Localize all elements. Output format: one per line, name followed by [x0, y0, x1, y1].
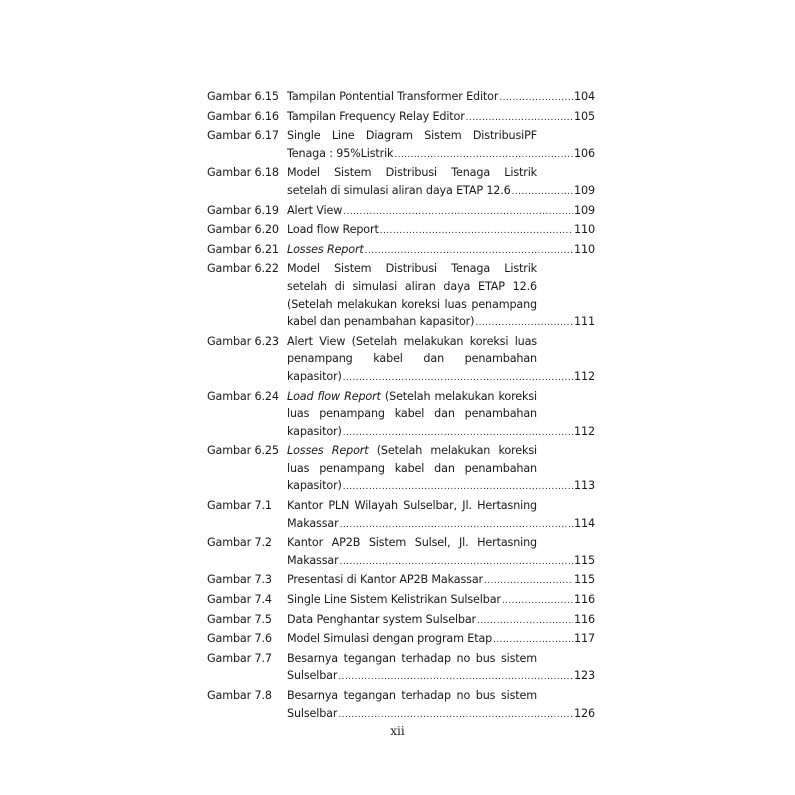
- caption-last-line: [287, 477, 595, 497]
- caption-line: luas penampang kabel dan penambahan: [287, 461, 537, 475]
- figure-label: Gambar 7.2: [207, 536, 272, 550]
- dot-leader: [493, 632, 573, 650]
- figure-caption: [287, 260, 595, 332]
- caption-last-line: [287, 667, 595, 687]
- caption-line: penampang kabel dan penambahan: [287, 352, 537, 366]
- caption-text: (Setelah melakukan koreksi: [380, 389, 537, 403]
- caption-text: [287, 241, 364, 259]
- figure-caption: [287, 221, 595, 241]
- figure-label: Gambar 6.24: [207, 389, 279, 403]
- figure-label: Gambar 7.8: [207, 689, 272, 702]
- caption-text: [287, 630, 492, 648]
- list-of-figures: [207, 88, 595, 724]
- caption-text-segment: Model Simulasi dengan program Etap: [287, 632, 493, 646]
- caption-italic: Losses Report: [287, 444, 369, 458]
- figure-entry[interactable]: [207, 571, 595, 591]
- figure-caption: [287, 534, 595, 571]
- dot-leader: [466, 110, 573, 128]
- page-ref[interactable]: 110: [573, 242, 595, 256]
- dot-leader: [394, 147, 573, 165]
- figure-label: Gambar 6.18: [207, 166, 279, 180]
- caption-line: Single Line Diagram Sistem DistribusiPF: [287, 129, 537, 143]
- caption-italic: Losses Report: [287, 242, 364, 256]
- caption-last-line: [287, 552, 595, 572]
- page-ref[interactable]: 109: [573, 183, 595, 197]
- dot-leader: [338, 669, 573, 687]
- caption-text: [287, 368, 342, 386]
- caption-last-line: [287, 705, 595, 725]
- dot-leader: [499, 90, 573, 108]
- caption-line: luas penampang kabel dan penambahan: [287, 407, 537, 421]
- page-ref[interactable]: 105: [573, 109, 595, 123]
- figure-caption: [287, 164, 595, 201]
- figure-label: Gambar 6.19: [207, 203, 279, 217]
- figure-entry[interactable]: [207, 333, 595, 388]
- caption-text: [287, 591, 501, 609]
- caption-text-segment: Tenaga : 95%Listrik: [287, 146, 394, 160]
- figure-entry[interactable]: [207, 221, 595, 241]
- page-ref[interactable]: 113: [573, 479, 595, 493]
- page-ref[interactable]: 115: [573, 553, 595, 567]
- caption-text-segment: Presentasi di Kantor AP2B Makassar: [287, 573, 483, 587]
- caption-last-line: [287, 630, 595, 650]
- figure-caption: [287, 108, 595, 128]
- caption-text-segment: Alert View: [287, 203, 343, 217]
- caption-text: [287, 515, 339, 533]
- page-ref[interactable]: 110: [573, 223, 595, 237]
- caption-text: [287, 88, 498, 106]
- page-ref[interactable]: 106: [573, 146, 595, 160]
- caption-last-line: [287, 611, 595, 631]
- page-ref[interactable]: 112: [573, 424, 595, 438]
- figure-label: Gambar 6.23: [207, 334, 279, 348]
- figure-entry[interactable]: [207, 388, 595, 443]
- figure-entry[interactable]: [207, 497, 595, 534]
- caption-text-segment: kapasitor): [287, 424, 342, 438]
- figure-caption: [287, 241, 595, 261]
- caption-text-segment: Load flow Report: [287, 223, 379, 237]
- figure-entry[interactable]: [207, 108, 595, 128]
- caption-line: Kantor PLN Wilayah Sulselbar, Jl. Hertasning: [287, 499, 537, 513]
- caption-text: [287, 145, 393, 163]
- figure-caption: [287, 442, 595, 497]
- dot-leader: [502, 593, 573, 611]
- figure-entry[interactable]: [207, 650, 595, 687]
- caption-line: Model Sistem Distribusi Tenaga Listrik: [287, 166, 537, 180]
- caption-text: [287, 423, 342, 441]
- dot-leader: [365, 243, 573, 261]
- page-ref[interactable]: 116: [573, 593, 595, 607]
- figure-entry[interactable]: [207, 630, 595, 650]
- caption-text-segment: Single Line Sistem Kelistrikan Sulselbar: [287, 593, 501, 607]
- page-ref[interactable]: 123: [573, 669, 595, 683]
- caption-text-segment: kapasitor): [287, 479, 342, 493]
- caption-text-segment: Sulselbar: [287, 706, 338, 720]
- caption-last-line: [287, 221, 595, 241]
- caption-last-line: [287, 202, 595, 222]
- figure-label: Gambar 7.6: [207, 632, 272, 646]
- caption-text: [287, 571, 483, 589]
- page-ref[interactable]: 115: [573, 573, 595, 587]
- page-ref[interactable]: 126: [573, 706, 595, 720]
- figure-caption: [287, 687, 595, 724]
- caption-text-segment: Tampilan Pontential Transformer Editor: [287, 90, 499, 103]
- page-ref[interactable]: 111: [573, 315, 595, 329]
- caption-text: [287, 202, 342, 220]
- dot-leader: [343, 370, 573, 388]
- dot-leader: [343, 479, 573, 497]
- figure-label: Gambar 6.15: [207, 90, 279, 103]
- dot-leader: [338, 707, 573, 725]
- caption-text: [287, 221, 379, 239]
- caption-line: [287, 388, 537, 406]
- dot-leader: [340, 517, 573, 535]
- caption-last-line: [287, 88, 595, 108]
- figure-label: Gambar 6.21: [207, 242, 279, 256]
- caption-last-line: [287, 145, 595, 165]
- caption-text: [287, 611, 476, 629]
- caption-text-segment: Data Penghantar system Sulselbar: [287, 612, 477, 626]
- figure-label: Gambar 6.17: [207, 129, 279, 143]
- caption-text-segment: Tampilan Frequency Relay Editor: [287, 109, 465, 123]
- dot-leader: [343, 204, 573, 222]
- figure-caption: [287, 88, 595, 108]
- dot-leader: [340, 554, 573, 572]
- caption-text: [287, 667, 337, 685]
- caption-text: [287, 705, 337, 723]
- figure-label: Gambar 6.16: [207, 109, 279, 123]
- caption-last-line: [287, 368, 595, 388]
- caption-last-line: [287, 182, 595, 202]
- caption-italic: Load flow Report: [287, 389, 381, 403]
- caption-text: [287, 182, 511, 200]
- page-ref[interactable]: 104: [573, 90, 595, 103]
- caption-last-line: [287, 108, 595, 128]
- caption-line: Besarnya tegangan terhadap no bus sistem: [287, 651, 537, 665]
- caption-line: Kantor AP2B Sistem Sulsel, Jl. Hertasning: [287, 536, 537, 550]
- caption-last-line: [287, 313, 595, 333]
- caption-text: [287, 477, 342, 495]
- caption-last-line: [287, 515, 595, 535]
- caption-text: [287, 108, 465, 126]
- dot-leader: [484, 573, 573, 591]
- figure-caption: [287, 333, 595, 388]
- figure-label: Gambar 7.7: [207, 651, 272, 665]
- caption-line: Model Sistem Distribusi Tenaga Listrik: [287, 262, 537, 276]
- caption-line: (Setelah melakukan koreksi luas penampang: [287, 297, 537, 311]
- dot-leader: [380, 223, 573, 241]
- caption-text-segment: Makassar: [287, 553, 339, 567]
- figure-caption: [287, 611, 595, 631]
- dot-leader: [477, 613, 573, 631]
- caption-last-line: [287, 423, 595, 443]
- figure-label: Gambar 6.25: [207, 444, 279, 458]
- figure-caption: [287, 630, 595, 650]
- figure-entry[interactable]: [207, 687, 595, 724]
- figure-entry[interactable]: [207, 591, 595, 611]
- caption-text-segment: kabel dan penambahan kapasitor): [287, 315, 475, 329]
- dot-leader: [512, 184, 573, 202]
- figure-caption: [287, 127, 595, 164]
- figure-entry[interactable]: [207, 260, 595, 332]
- figure-entry[interactable]: [207, 127, 595, 164]
- page-ref[interactable]: 114: [573, 516, 595, 530]
- figure-caption: [287, 571, 595, 591]
- page-ref[interactable]: 116: [573, 612, 595, 626]
- figure-entry[interactable]: [207, 442, 595, 497]
- caption-text-segment: setelah di simulasi aliran daya ETAP 12.6: [287, 183, 511, 197]
- figure-label: Gambar 7.4: [207, 593, 272, 607]
- caption-last-line: [287, 571, 595, 591]
- caption-text-segment: Makassar: [287, 516, 339, 530]
- figure-entry[interactable]: [207, 202, 595, 222]
- caption-last-line: [287, 241, 595, 261]
- caption-line: [287, 442, 537, 460]
- page-ref[interactable]: 112: [573, 369, 595, 383]
- figure-label: Gambar 6.22: [207, 262, 279, 276]
- figure-caption: [287, 388, 595, 443]
- figure-caption: [287, 497, 595, 534]
- figure-entry[interactable]: [207, 88, 595, 108]
- figure-label: Gambar 7.3: [207, 573, 272, 587]
- caption-line: setelah di simulasi aliran daya ETAP 12.6: [287, 279, 537, 293]
- caption-text: [287, 313, 474, 331]
- caption-text: (Setelah melakukan koreksi: [368, 444, 537, 458]
- figure-entry[interactable]: [207, 241, 595, 261]
- page-ref[interactable]: 109: [573, 203, 595, 217]
- page-number: xii: [390, 724, 405, 738]
- figure-caption: [287, 650, 595, 687]
- caption-text-segment: kapasitor): [287, 369, 342, 383]
- figure-entry[interactable]: [207, 164, 595, 201]
- dot-leader: [343, 425, 573, 443]
- caption-line: Besarnya tegangan terhadap no bus sistem: [287, 689, 537, 702]
- figure-caption: [287, 202, 595, 222]
- caption-text-segment: Sulselbar: [287, 669, 338, 683]
- page-ref[interactable]: 117: [573, 632, 595, 646]
- dot-leader: [475, 315, 573, 333]
- figure-entry[interactable]: [207, 611, 595, 631]
- figure-caption: [287, 591, 595, 611]
- figure-label: Gambar 7.1: [207, 499, 272, 513]
- figure-entry[interactable]: [207, 534, 595, 571]
- caption-text: [287, 552, 339, 570]
- caption-last-line: [287, 591, 595, 611]
- figure-label: Gambar 7.5: [207, 612, 272, 626]
- caption-line: Alert View (Setelah melakukan koreksi luas: [287, 334, 537, 348]
- figure-label: Gambar 6.20: [207, 223, 279, 237]
